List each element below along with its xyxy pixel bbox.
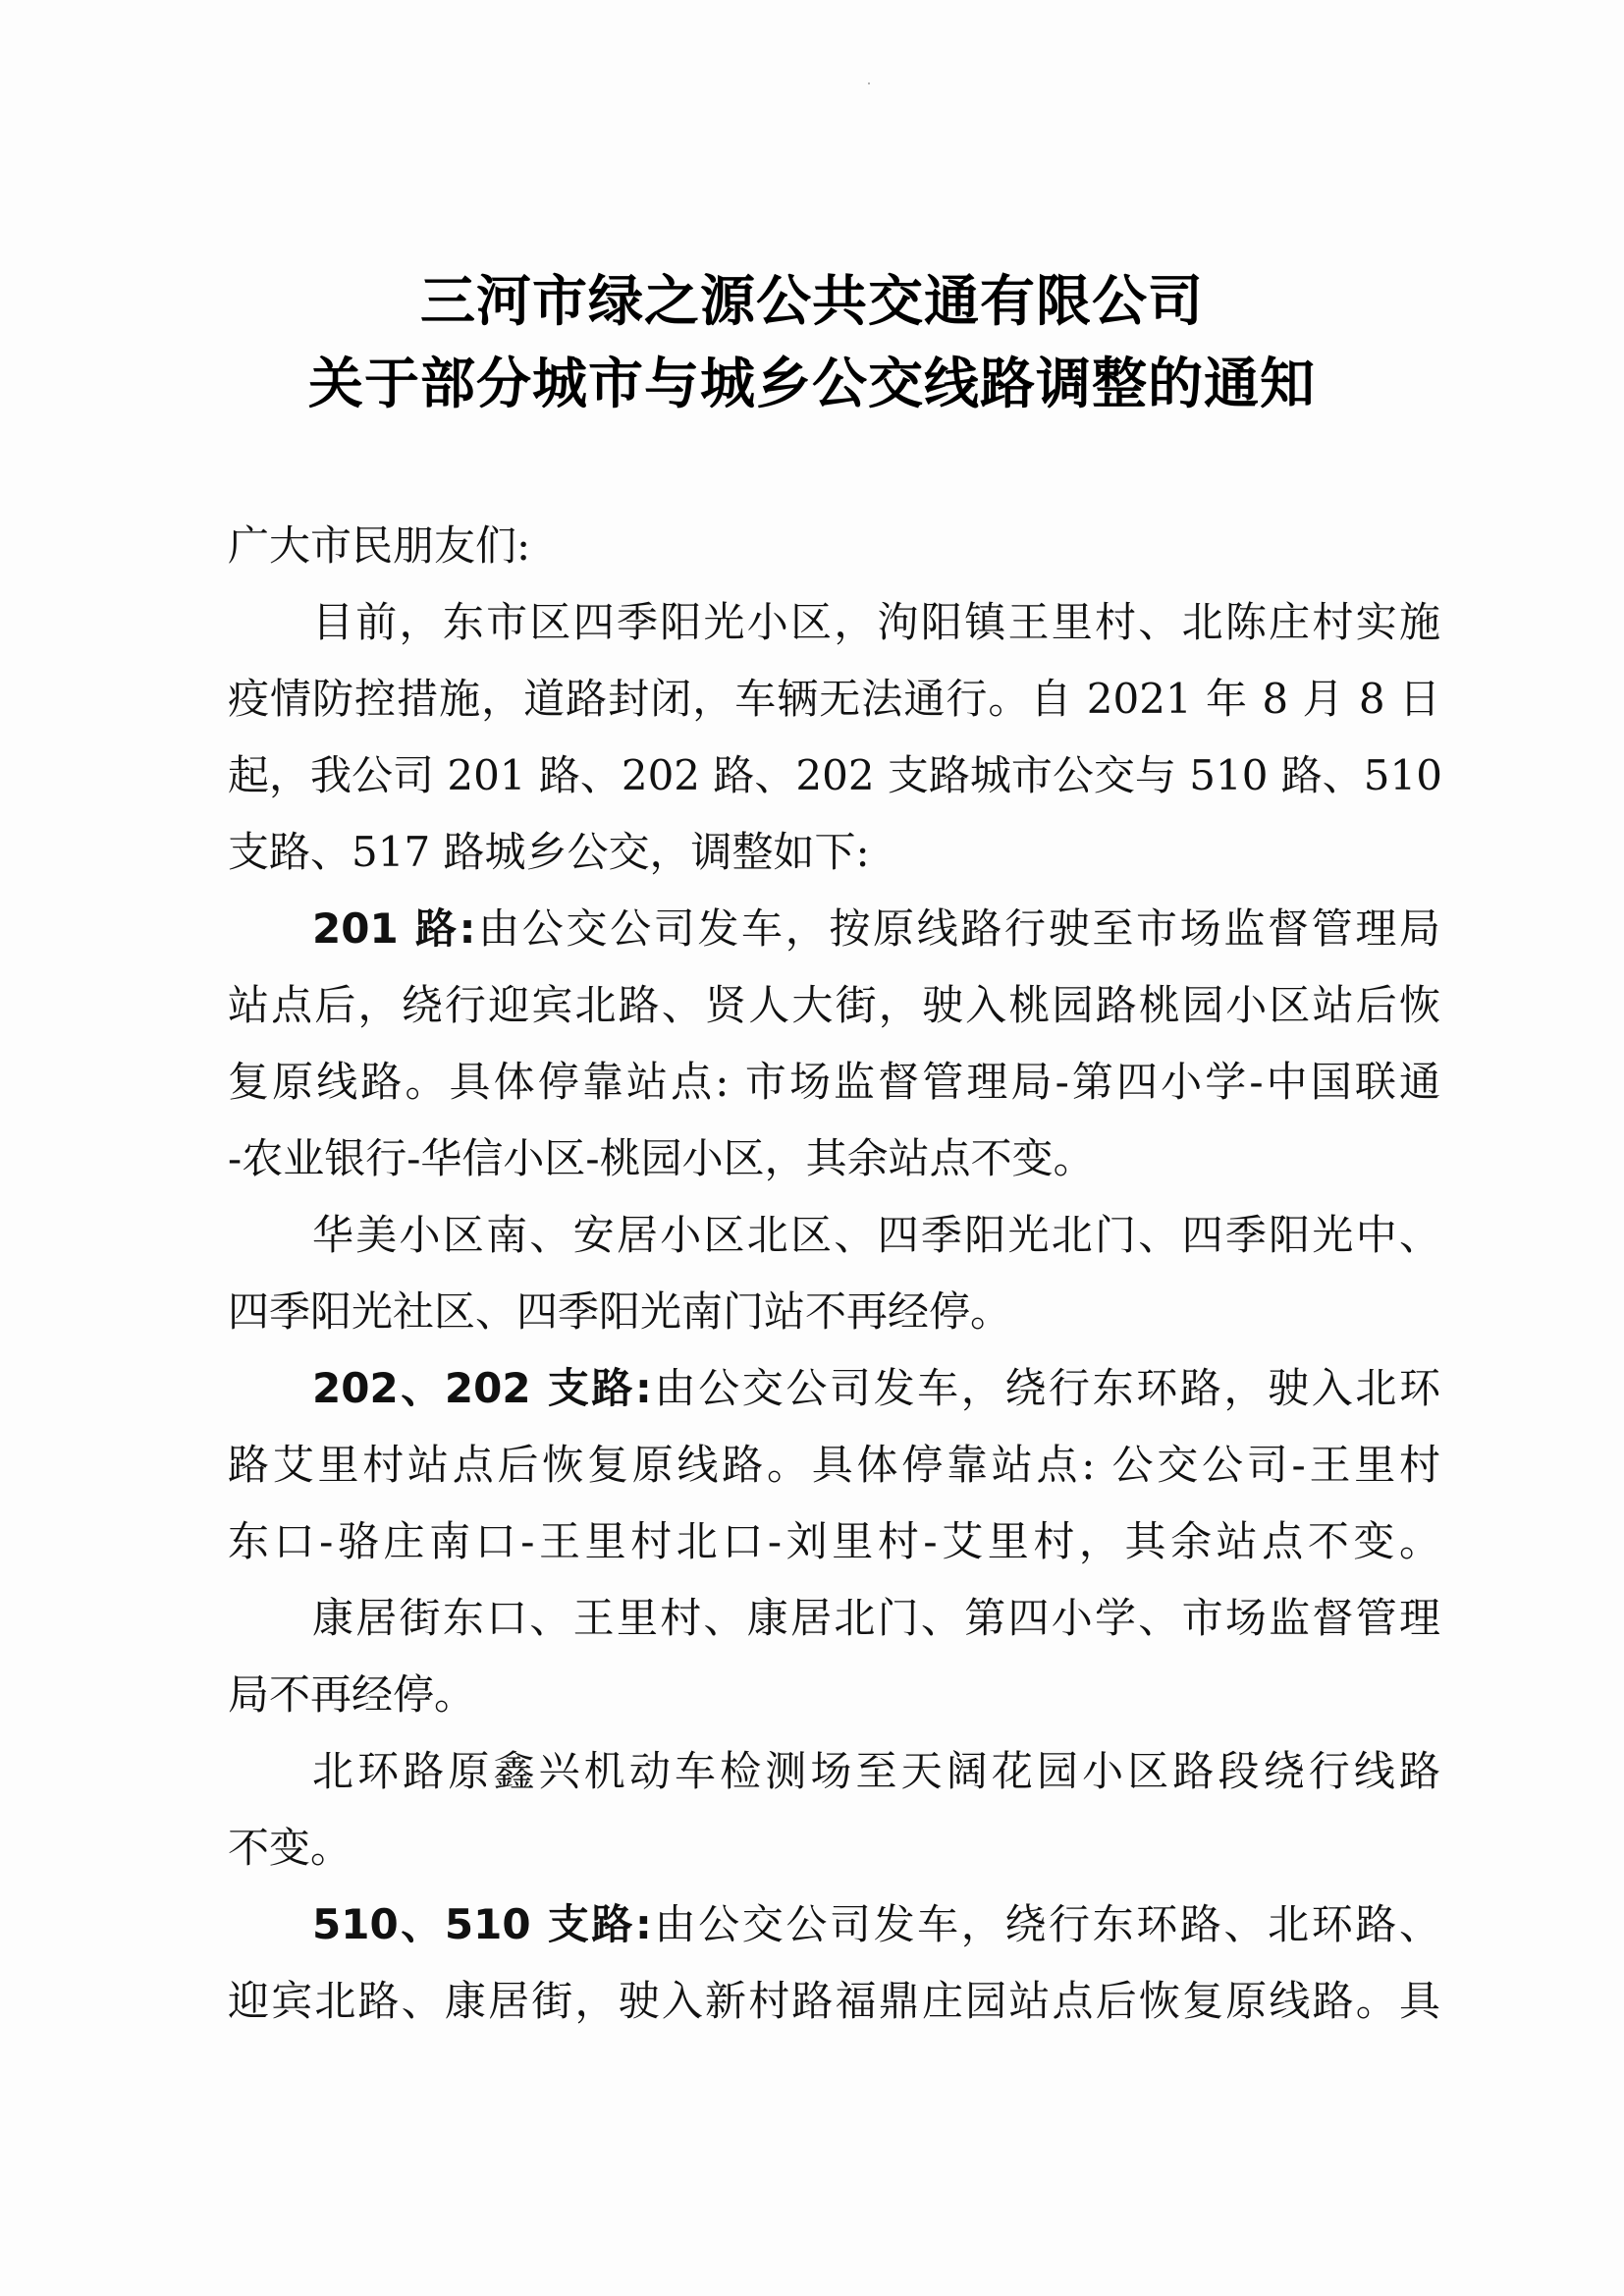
scan-speck <box>868 82 870 84</box>
route-202-line-3: 东口-骆庄南口-王里村北口-刘里村-艾里村，其余站点不变。 <box>228 1517 1440 1565</box>
route-202-note-line-1: 康居街东口、王里村、康居北门、第四小学、市场监督管理 <box>312 1594 1440 1642</box>
route-201-note-line-1: 华美小区南、安居小区北区、四季阳光北门、四季阳光中、 <box>312 1211 1440 1259</box>
document-title-line-2: 关于部分城市与城乡公交线路调整的通知 <box>308 352 1316 416</box>
document-title-line-1: 三河市绿之源公共交通有限公司 <box>420 269 1204 334</box>
route-201-line-2: 站点后，绕行迎宾北路、贤人大街，驶入桃园路桃园小区站后恢 <box>228 981 1440 1029</box>
route-202-first-text: 由公交公司发车，绕行东环路，驶入北环 <box>651 1364 1440 1412</box>
route-202-line-2: 路艾里村站点后恢复原线路。具体停靠站点: 公交公司-王里村 <box>228 1441 1440 1489</box>
route-201-label: 201 路: <box>312 904 476 953</box>
route-202-note2-line-1: 北环路原鑫兴机动车检测场至天阔花园小区路段绕行线路 <box>312 1747 1440 1795</box>
route-202-first-line <box>312 1361 1440 1416</box>
route-201-line-3: 复原线路。具体停靠站点: 市场监督管理局-第四小学-中国联通 <box>228 1058 1440 1106</box>
route-201-first-text: 由公交公司发车，按原线路行驶至市场监督管理局 <box>475 904 1440 953</box>
route-201-first-line <box>312 902 1440 957</box>
intro-line-1: 目前，东市区四季阳光小区，泃阳镇王里村、北陈庄村实施 <box>312 598 1440 646</box>
route-202-note-line-2: 局不再经停。 <box>228 1670 476 1719</box>
salutation: 广大市民朋友们: <box>228 521 531 570</box>
route-510-label: 510、510 支路: <box>312 1900 652 1948</box>
intro-line-2: 疫情防控措施，道路封闭，车辆无法通行。自 2021 年 8 月 8 日 <box>228 675 1440 723</box>
intro-line-3: 起，我公司 201 路、202 路、202 支路城市公交与 510 路、510 <box>228 751 1442 799</box>
route-202-label: 202、202 支路: <box>312 1364 652 1412</box>
route-510-first-line <box>312 1897 1440 1952</box>
route-202-note2-line-2: 不变。 <box>228 1824 352 1872</box>
route-201-line-4: -农业银行-华信小区-桃园小区，其余站点不变。 <box>228 1134 1095 1182</box>
route-510-line-2: 迎宾北路、康居街，驶入新村路福鼎庄园站点后恢复原线路。具 <box>228 1977 1440 2025</box>
route-510-first-text: 由公交公司发车，绕行东环路、北环路、 <box>651 1900 1440 1948</box>
intro-line-4: 支路、517 路城乡公交，调整如下: <box>228 828 870 876</box>
route-201-note-line-2: 四季阳光社区、四季阳光南门站不再经停。 <box>228 1287 1012 1336</box>
